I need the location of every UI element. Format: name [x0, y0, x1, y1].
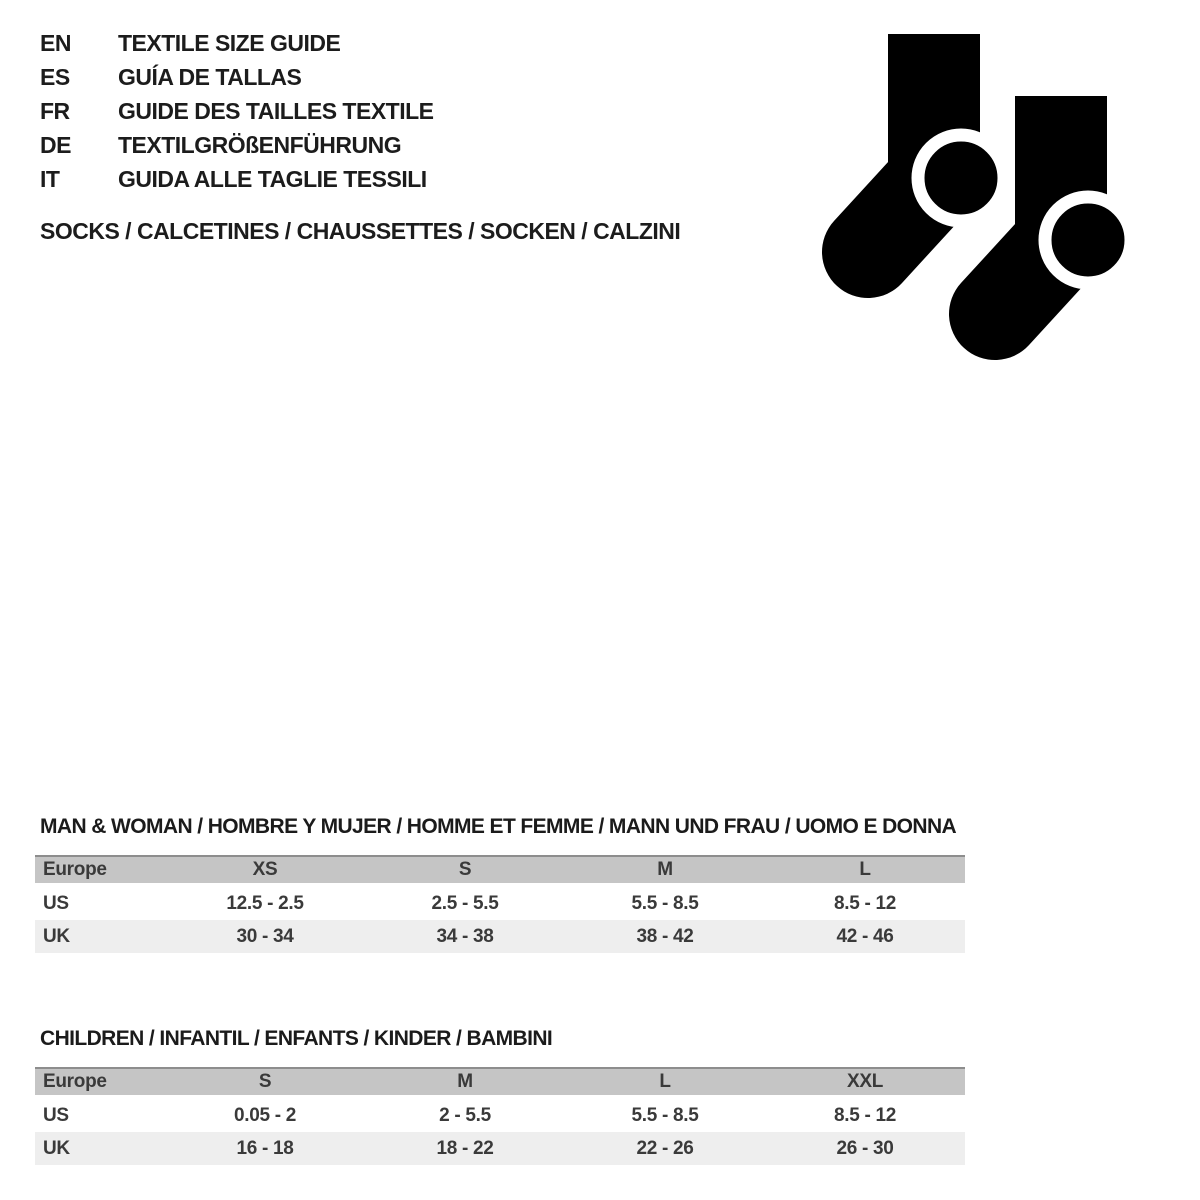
language-code: DE — [40, 131, 71, 158]
size-value-cell: L — [659, 1071, 671, 1092]
language-row — [40, 60, 434, 94]
children-section-title: CHILDREN / INFANTIL / ENFANTS / KINDER / BAMBINI — [40, 1027, 553, 1050]
size-value-cell: 22 - 26 — [636, 1137, 694, 1159]
size-value-cell: 34 - 38 — [436, 925, 494, 947]
table-row — [35, 1099, 965, 1132]
language-code: FR — [40, 97, 70, 124]
language-code: EN — [40, 29, 71, 56]
language-row — [40, 94, 434, 128]
product-category-title: SOCKS / CALCETINES / CHAUSSETTES / SOCKEN / CALZINI — [40, 218, 681, 244]
language-code: IT — [40, 165, 60, 192]
row-label-cell: UK — [43, 1137, 70, 1159]
row-label-cell: US — [43, 1104, 69, 1126]
size-value-cell: 0.05 - 2 — [233, 1104, 297, 1126]
children-section — [35, 1026, 965, 1165]
table-row — [35, 920, 965, 953]
size-value-cell: 30 - 34 — [236, 925, 294, 947]
size-value-cell: M — [457, 1071, 473, 1092]
man-woman-size-table — [35, 855, 965, 953]
children-size-table — [35, 1067, 965, 1165]
size-value-cell: L — [859, 859, 871, 880]
size-value-cell: XXL — [846, 1071, 884, 1092]
size-value-cell: 42 - 46 — [836, 925, 894, 947]
size-value-cell: 38 - 42 — [636, 925, 694, 947]
language-list — [40, 26, 434, 196]
size-value-cell: 2.5 - 5.5 — [431, 892, 499, 914]
size-value-cell: 8.5 - 12 — [833, 892, 897, 914]
language-label: TEXTILGRÖßENFÜHRUNG — [118, 131, 402, 158]
language-label: GUIDE DES TAILLES TEXTILE — [118, 97, 434, 124]
table-row — [35, 887, 965, 920]
size-value-cell: 5.5 - 8.5 — [631, 1104, 699, 1126]
table-header-row — [35, 1067, 965, 1095]
size-value-cell: M — [657, 859, 673, 880]
size-value-cell: XS — [252, 859, 278, 880]
size-value-cell: 8.5 - 12 — [833, 1104, 897, 1126]
language-label: GUIDA ALLE TAGLIE TESSILI — [118, 165, 427, 192]
size-value-cell: 18 - 22 — [436, 1137, 494, 1159]
size-value-cell: 26 - 30 — [836, 1137, 894, 1159]
size-value-cell: S — [458, 859, 472, 880]
row-label-cell: UK — [43, 925, 70, 947]
man-woman-section — [35, 814, 965, 953]
language-row — [40, 128, 434, 162]
table-header-row — [35, 855, 965, 883]
table-row — [35, 1132, 965, 1165]
language-row — [40, 162, 434, 196]
language-code: ES — [40, 63, 70, 90]
socks-icon — [818, 30, 1153, 365]
man-woman-section-title: MAN & WOMAN / HOMBRE Y MUJER / HOMME ET FEMME / MANN UND FRAU / UOMO E DONNA — [40, 815, 957, 838]
size-value-cell: 12.5 - 2.5 — [226, 892, 304, 914]
size-value-cell: 16 - 18 — [236, 1137, 294, 1159]
row-label-cell: US — [43, 892, 69, 914]
language-label: GUÍA DE TALLAS — [118, 63, 302, 90]
row-label-cell: Europe — [43, 1071, 107, 1092]
size-value-cell: S — [258, 1071, 272, 1092]
size-value-cell: 5.5 - 8.5 — [631, 892, 699, 914]
row-label-cell: Europe — [43, 859, 107, 880]
language-row — [40, 26, 434, 60]
size-value-cell: 2 - 5.5 — [439, 1104, 491, 1126]
language-label: TEXTILE SIZE GUIDE — [118, 29, 341, 56]
